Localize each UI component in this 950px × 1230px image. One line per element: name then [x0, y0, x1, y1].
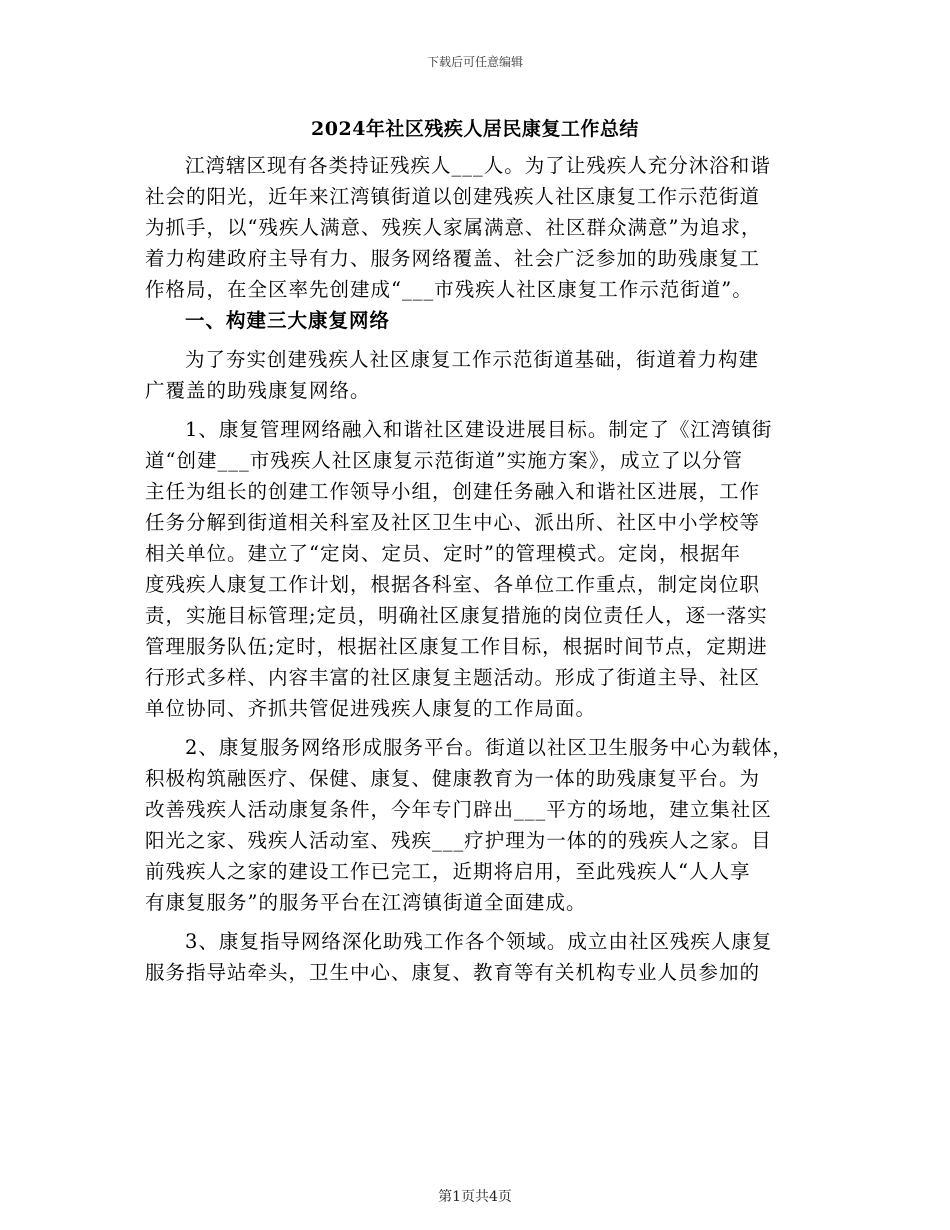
paragraph-line: 单位协同、齐抓共管促进残疾人康复的工作局面。 [145, 697, 597, 720]
paragraph-line: 广覆盖的助残康复网络。 [145, 379, 371, 402]
paragraph-gap [145, 724, 815, 732]
paragraph-line: 江湾辖区现有各类持证残疾人___人。为了让残疾人充分沐浴和谐 [185, 154, 771, 177]
paragraph-line: 任务分解到街道相关科室及社区卫生中心、派出所、社区中小学校等 [145, 511, 761, 534]
paragraph [145, 150, 815, 305]
paragraph-line: 相关单位。建立了“定岗、定员、定时”的管理模式。定岗，根据年 [145, 542, 741, 565]
paragraph [145, 344, 815, 406]
paragraph-line: 为了夯实创建残疾人社区康复工作示范街道基础，街道着力构建 [185, 348, 760, 371]
paragraph-gap [145, 336, 815, 344]
paragraph-line: 作格局，在全区率先创建成“___市残疾人社区康复工作示范街道”。 [145, 278, 753, 301]
page-footer: 第1页共4页 [438, 1189, 512, 1205]
paragraph-gap [145, 918, 815, 926]
paragraph-line: 责，实施目标管理;定员，明确社区康复措施的岗位责任人，逐一落实 [145, 604, 768, 627]
paragraph [145, 732, 815, 918]
document-body [145, 150, 815, 996]
paragraph-line: 前残疾人之家的建设工作已完工，近期将启用，至此残疾人“人人享 [145, 860, 751, 883]
paragraph [145, 926, 815, 988]
paragraph-line: 行形式多样、内容丰富的社区康复主题活动。形成了街道主导、社区 [145, 666, 761, 689]
paragraph-line: 服务指导站牵头，卫生中心、康复、教育等有关机构专业人员参加的 [145, 961, 761, 984]
paragraph-line: 1、康复管理网络融入和谐社区建设进展目标。制定了《江湾镇街 [185, 418, 773, 441]
paragraph-line: 道“创建___市残疾人社区康复示范街道”实施方案》，成立了以分管 [145, 449, 743, 472]
section-heading [145, 305, 815, 336]
paragraph-gap [145, 406, 815, 414]
header-note: 下载后可任意编辑 [426, 55, 523, 69]
paragraph-line: 改善残疾人活动康复条件，今年专门辟出___平方的场地，建立集社区 [145, 798, 772, 821]
paragraph-line: 有康复服务”的服务平台在江湾镇街道全面建成。 [145, 891, 587, 914]
paragraph-gap [145, 988, 815, 996]
paragraph-line: 积极构筑融医疗、保健、康复、健康教育为一体的助残康复平台。为 [145, 767, 761, 790]
paragraph-line: 3、康复指导网络深化助残工作各个领域。成立由社区残疾人康复 [185, 930, 773, 953]
paragraph-line: 2、康复服务网络形成服务平台。街道以社区卫生服务中心为载体， [185, 736, 793, 759]
document-title: 2024年社区残疾人居民康复工作总结 [311, 118, 639, 140]
paragraph-line: 主任为组长的创建工作领导小组，创建任务融入和谐社区进展，工作 [145, 480, 761, 503]
paragraph-line: 为抓手，以“残疾人满意、残疾人家属满意、社区群众满意”为追求， [145, 216, 762, 239]
paragraph-line: 度残疾人康复工作计划，根据各科室、各单位工作重点，制定岗位职 [145, 573, 761, 596]
paragraph [145, 414, 815, 724]
paragraph-line: 管理服务队伍;定时，根据社区康复工作目标，根据时间节点，定期进 [145, 635, 768, 658]
paragraph-line: 着力构建政府主导有力、服务网络覆盖、社会广泛参加的助残康复工 [145, 247, 761, 270]
paragraph-line: 社会的阳光，近年来江湾镇街道以创建残疾人社区康复工作示范街道 [145, 185, 761, 208]
paragraph-line: 阳光之家、残疾人活动室、残疾___疗护理为一体的的残疾人之家。目 [145, 829, 772, 852]
paragraph-line: 一、构建三大康复网络 [185, 309, 391, 332]
